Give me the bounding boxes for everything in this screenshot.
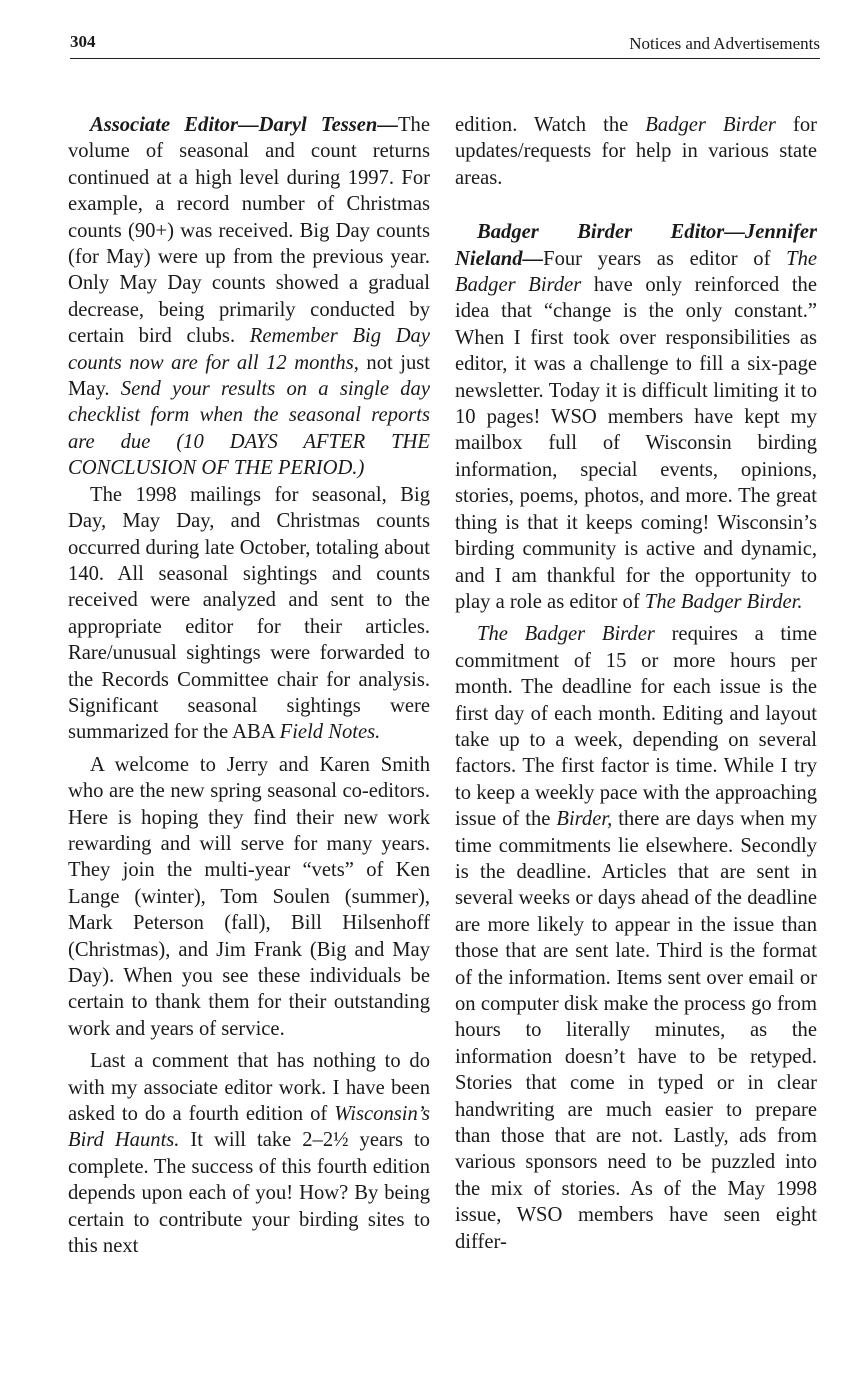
running-header: [70, 30, 820, 59]
text-run: for updates/requests for help in various state areas.: [455, 114, 817, 189]
italic-run: The Badger Birder: [455, 247, 817, 297]
text-run: there are days when my time commitments lie elsewhere. Secondly is the deadline. Articles that are sent in several weeks or days ahead of the deadline are more likely to appear in the issue than those that are sent late. Third is the format of the information. Items sent over email or on computer disk make the process go from hours to literally minutes, as the information doesn’t have to be retyped. Stories that come in typed or in clear handwriting are much easier to prepare than those that are not. Lastly, ads from various sponsors need to be puzzled into the mix of stories. As of the May 1998 issue, WSO members have seen eight differ-: [455, 808, 817, 1253]
text-run: The volume of seasonal and count returns continued at a high level during 1997. For example, a record number of Christmas counts (90+) was received. Big Day counts (for May) were up from the previous year. Only May Day counts showed a gradual decrease, being primarily conducted by certain bird clubs.: [68, 114, 430, 348]
tessen-report-paragraph: [68, 112, 430, 482]
text-run: It will take 2–2½ years to complete. The success of this fourth edition depends upon each of you! How? By being certain to contribute your birding sites to this next: [68, 1129, 430, 1258]
italic-run: Remember Big Day counts now are for all 12 months,: [68, 325, 430, 374]
italic-run: The Badger Birder.: [644, 590, 803, 613]
run-in-heading: Associate Editor—Daryl Tessen—: [90, 114, 398, 136]
text-run: not just May.: [68, 351, 430, 401]
text-run: edition. Watch the: [455, 114, 646, 136]
section-title: Notices and Advertisements: [629, 34, 820, 53]
nieland-report-paragraph: [455, 219, 817, 615]
text-run: Four years as editor of: [543, 247, 787, 270]
right-column: [455, 112, 817, 1255]
run-in-heading: Badger Birder Editor—Jennifer Nieland—: [455, 221, 817, 270]
italic-run: The Badger Birder: [477, 623, 655, 646]
mailings-paragraph: [68, 482, 430, 746]
text-run: requires a time commitment of 15 or more hours per month. The deadline for each issue is the first day of each month. Editing and layout take up to a week, depending on several factors. The first factor is time. While I try to keep a weekly pace with the approaching issue of the: [455, 623, 817, 831]
text-run: Last a comment that has nothing to do with my associate editor work. I have been asked to do a fourth edition of: [68, 1050, 430, 1126]
welcome-paragraph: [68, 752, 430, 1042]
continuation-paragraph: [455, 112, 817, 191]
text-run: A welcome to Jerry and Karen Smith who are the new spring seasonal co-editors. Here is hoping they find their new work rewarding and will serve for many years. They join the multi-year “vets” of Ken Lange (winter), Tom Soulen (summer), Mark Peterson (fall), Bill Hilsenhoff (Christmas), and Jim Frank (Big and May Day). When you see these individuals be certain to thank them for their outstanding work and years of service.: [68, 753, 430, 1040]
text-run: The 1998 mailings for seasonal, Big Day, May Day, and Christmas counts occurred during late October, totaling about 140. All seasonal sightings and counts received were analyzed and sent to the appropriate editor for their articles. Rare/unusual sightings were forwarded to the Records Committee chair for analysis. Significant seasonal sightings were summarized for the ABA: [68, 483, 430, 744]
left-column: [68, 112, 430, 1259]
italic-run: Badger Birder: [645, 114, 776, 136]
italic-run: Send your results on a single day checklist form when the seasonal reports are due (10 DAYS AFTER THE CONCLUSION OF THE PERIOD.): [68, 378, 430, 480]
italic-run: Birder,: [556, 808, 613, 831]
italic-run: Wisconsin’s Bird Haunts.: [68, 1103, 430, 1152]
page-number: 304: [70, 32, 96, 51]
bird-haunts-paragraph: [68, 1048, 430, 1259]
italic-run: Field Notes.: [279, 721, 381, 744]
text-run: have only reinforced the idea that “change is the only constant.” When I first took over responsibilities as editor, it was a challenge to fill a six-page newsletter. Today it is difficult limiting it to 10 pages! WSO members have kept my mailbox full of Wisconsin birding information, special events, opinions, stories, poems, photos, and more. The great thing is that it keeps coming! Wisconsin’s birding community is active and dynamic, and I am thankful for the opportunity to play a role as editor of: [455, 274, 817, 613]
time-commitment-paragraph: [455, 621, 817, 1255]
